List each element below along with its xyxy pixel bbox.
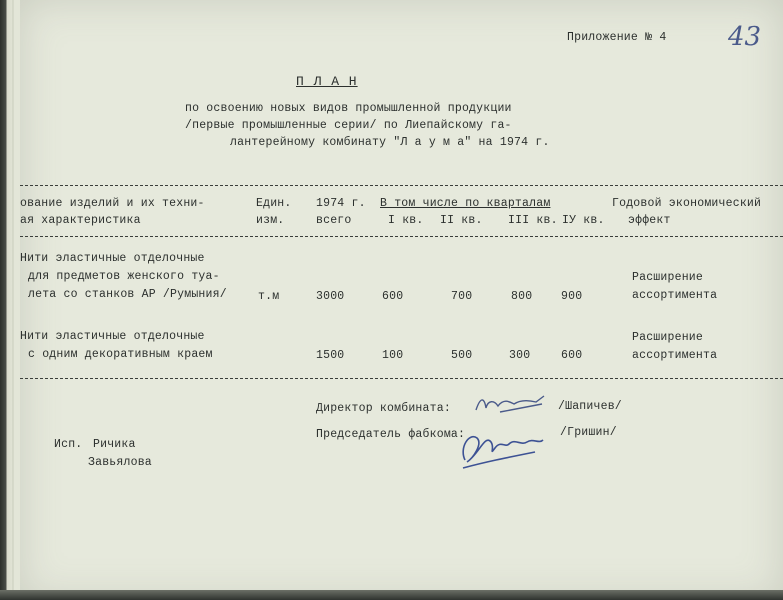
header-unit-line-1: Един. — [256, 197, 292, 210]
header-year-line-2: всего — [316, 214, 352, 227]
title-line-1: по освоению новых видов промышленной продукции — [185, 102, 512, 115]
table-top-rule — [20, 185, 783, 186]
header-q2: II кв. — [440, 214, 483, 227]
executor-name-1: Ричика — [93, 438, 136, 451]
row1-effect-line-2: ассортимента — [632, 289, 718, 302]
header-q4: IУ кв. — [562, 214, 605, 227]
row1-q3: 800 — [511, 290, 533, 303]
row2-q2: 500 — [451, 349, 473, 362]
document-heading: П Л А Н — [296, 74, 358, 89]
director-signature-icon — [470, 392, 550, 418]
table-header-rule — [20, 236, 783, 237]
title-line-2: /первые промышленные серии/ по Лиепайскому га- — [185, 119, 512, 132]
header-q1: I кв. — [388, 214, 424, 227]
header-effect-line-2: эффект — [628, 214, 671, 227]
page-binding-edge — [0, 0, 20, 600]
row2-effect-line-2: ассортимента — [632, 349, 718, 362]
header-effect-line-1: Годовой экономический — [612, 197, 762, 210]
row2-name-line-1: Нити эластичные отделочные — [20, 330, 205, 343]
director-label: Директор комбината: — [316, 402, 451, 415]
page-bottom-edge — [0, 590, 783, 600]
handwritten-sheet-number: 43 — [728, 22, 762, 52]
row2-effect-line-1: Расширение — [632, 331, 704, 344]
header-name-line-1: ованиe изделий и их техни- — [20, 197, 205, 210]
executor-label: Исп. — [54, 438, 83, 451]
table-bottom-rule — [20, 378, 783, 379]
title-line-3: лантерейному комбинату "Л а у м а" на 1974 г. — [230, 136, 550, 149]
row2-q3: 300 — [509, 349, 531, 362]
row1-effect-line-1: Расширение — [632, 271, 704, 284]
header-q3: III кв. — [508, 214, 558, 227]
chair-signature-icon — [455, 418, 550, 473]
executor-name-2: Завьялова — [88, 456, 152, 469]
row1-unit: т.м — [258, 290, 280, 303]
director-name: /Шапичев/ — [558, 400, 622, 413]
row1-q4: 900 — [561, 290, 583, 303]
row2-total: 1500 — [316, 349, 345, 362]
row1-name-line-1: Нити эластичные отделочные — [20, 252, 205, 265]
row1-q1: 600 — [382, 290, 404, 303]
row2-q1: 100 — [382, 349, 404, 362]
row1-name-line-3: лета со станков АР /Румыния/ — [28, 288, 227, 301]
appendix-label: Приложение № 4 — [567, 31, 667, 44]
header-unit-line-2: изм. — [256, 214, 285, 227]
header-quarters-title: В том числе по кварталам — [380, 197, 551, 210]
row2-q4: 600 — [561, 349, 583, 362]
row1-q2: 700 — [451, 290, 473, 303]
row2-name-line-2: с одним декоративным краем — [28, 348, 213, 361]
row1-name-line-2: для предметов женского туа- — [28, 270, 220, 283]
header-year-line-1: 1974 г. — [316, 197, 366, 210]
header-name-line-2: ая характеристика — [20, 214, 141, 227]
row1-total: 3000 — [316, 290, 345, 303]
chair-label: Председатель фабкома: — [316, 428, 466, 441]
chair-name: /Гришин/ — [560, 426, 617, 439]
